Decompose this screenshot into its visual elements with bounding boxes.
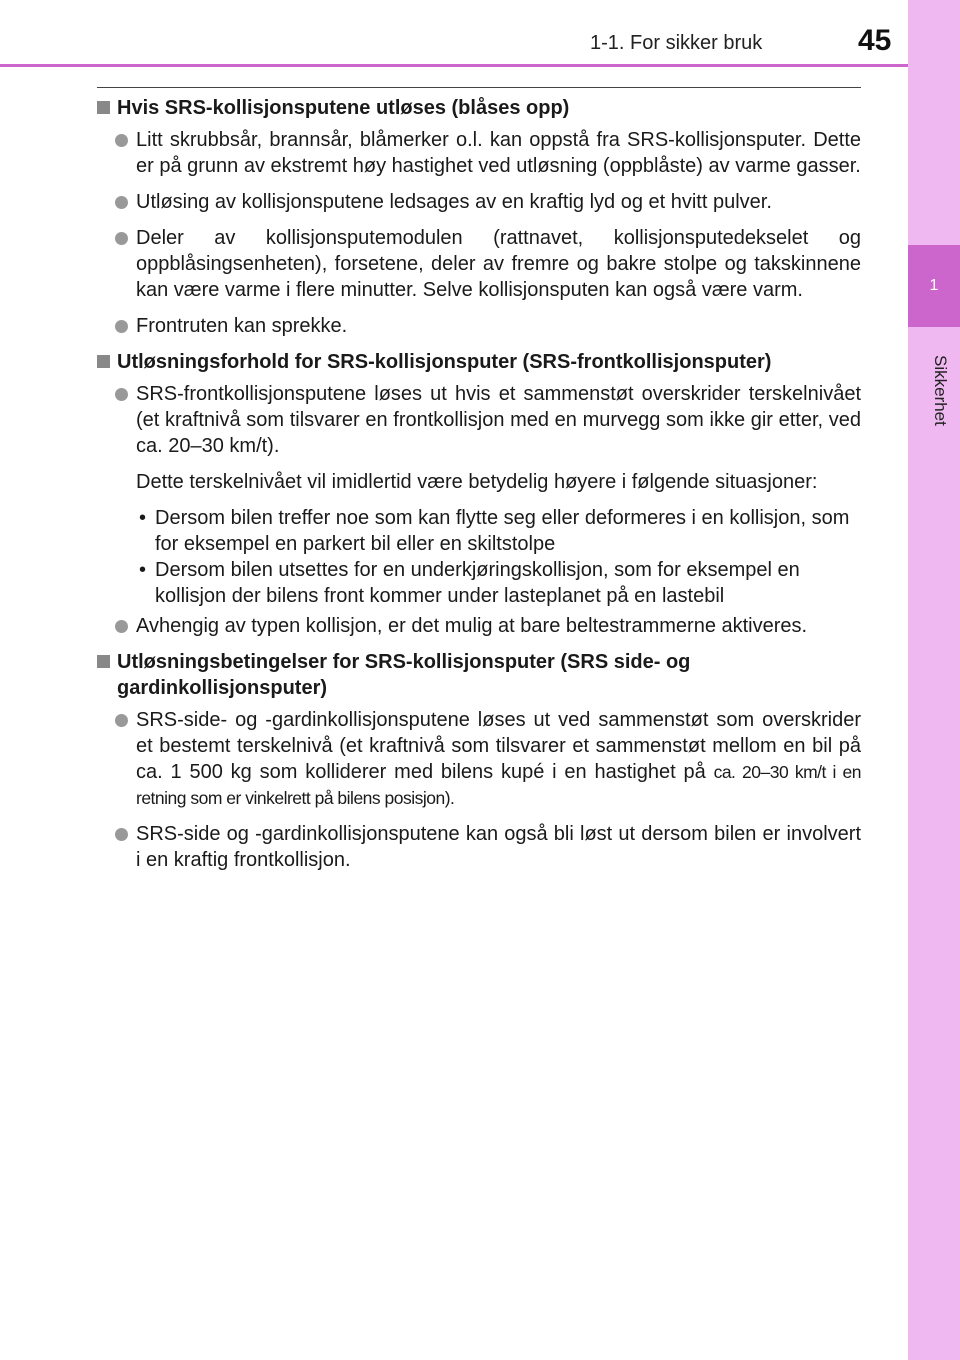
list-item: Avhengig av typen kollisjon, er det mulig at bare beltestrammerne aktiveres. [97, 613, 861, 639]
round-bullet-icon [115, 620, 128, 633]
sub-list-item: • Dersom bilen treffer noe som kan flytte seg eller deformeres i en kollisjon, som for eksempel en parkert bil eller en skiltstolpe [139, 507, 850, 555]
round-bullet-icon [115, 232, 128, 245]
square-bullet-icon [97, 655, 110, 668]
small-bullet-icon: • [139, 559, 147, 581]
section-heading: Utløsningsbetingelser for SRS-kollisjonsputer (SRS side- og gardinkollisjonsputer) [97, 649, 861, 701]
sub-list-item: • Dersom bilen utsettes for en underkjøringskollisjon, som for eksempel en kollisjon der bilens front kommer under lasteplanet på en lastebil [139, 559, 800, 607]
paragraph: Dette terskelnivået vil imidlertid være betydelig høyere i følgende situasjoner: [136, 471, 818, 493]
chapter-number: 1 [929, 277, 939, 294]
header-divider [0, 64, 908, 67]
round-bullet-icon [115, 388, 128, 401]
round-bullet-icon [115, 196, 128, 209]
chapter-side-band [908, 0, 960, 1360]
header-section-title: 1-1. For sikker bruk [590, 32, 763, 54]
round-bullet-icon [115, 828, 128, 841]
chapter-label: Sikkerhet [931, 354, 950, 426]
square-bullet-icon [97, 355, 110, 368]
list-item: Frontruten kan sprekke. [97, 313, 861, 339]
section-heading: Utløsningsforhold for SRS-kollisjonsputer (SRS-frontkollisjonsputer) [97, 349, 861, 375]
content-top-rule [97, 87, 861, 88]
list-item: Litt skrubbsår, brannsår, blåmerker o.l. kan oppstå fra SRS-kollisjonsputer. Dette er på grunn av ekstremt høy hastighet ved utløsning (oppblåste) av varme gasser. [97, 127, 861, 179]
small-bullet-icon: • [139, 507, 147, 529]
list-item: SRS-side- og -gardinkollisjonsputene løses ut ved sammenstøt som overskrider et bestemt terskelnivå (et kraftnivå som tilsvarer et sammenstøt mellom en bil på ca. 1 500 kg som kolliderer med bilens kupé i en hastighet på ca. 20–30 km/t i en retning som er vinkelrett på bilens posisjon). [97, 707, 861, 811]
list-item: SRS-frontkollisjonsputene løses ut hvis et sammenstøt overskrider terskelnivået (et kraftnivå som tilsvarer en frontkollisjon med en murvegg som ikke gir etter, ved ca. 20–30 km/t). [97, 381, 861, 459]
round-bullet-icon [115, 320, 128, 333]
round-bullet-icon [115, 714, 128, 727]
list-item: Deler av kollisjonsputemodulen (rattnavet, kollisjonsputedekselet og oppblåsingsenheten), forsetene, deler av fremre og bakre stolpe og takskinnene kan være varme i flere minutter. Selve kollisjonsputen kan også være varm. [97, 225, 861, 303]
list-item: SRS-side og -gardinkollisjonsputene kan også bli løst ut dersom bilen er involvert i en kraftig frontkollisjon. [97, 821, 861, 873]
square-bullet-icon [97, 101, 110, 114]
page-content [97, 95, 861, 883]
round-bullet-icon [115, 134, 128, 147]
chapter-number-tab[interactable] [908, 245, 960, 327]
page-number: 45 [858, 24, 892, 57]
section-heading: Hvis SRS-kollisjonsputene utløses (blåses opp) [97, 95, 861, 121]
list-item: Utløsing av kollisjonsputene ledsages av en kraftig lyd og et hvitt pulver. [97, 189, 861, 215]
